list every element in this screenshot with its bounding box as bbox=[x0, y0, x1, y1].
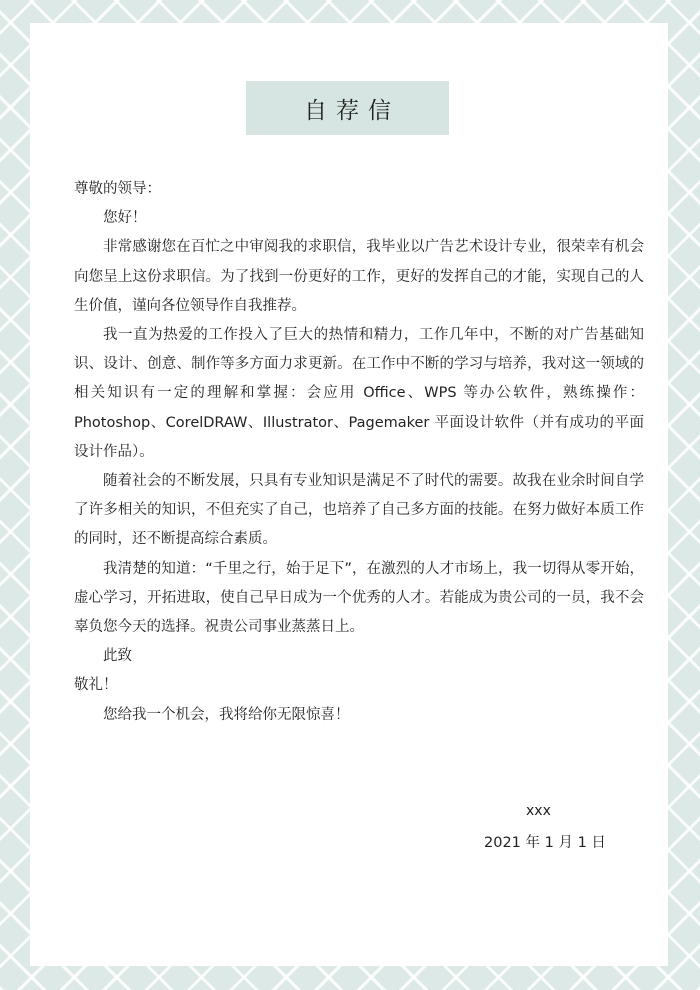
postscript: 您给我一个机会，我将给你无限惊喜！ bbox=[103, 706, 350, 723]
page-title: 自荐信 bbox=[304, 97, 400, 124]
date: 2021 年 1 月 1 日 bbox=[484, 835, 606, 851]
letter-body bbox=[74, 175, 644, 730]
signature: xxx bbox=[526, 803, 551, 819]
paragraph-4: 我清楚的知道：“千里之行，始于足下”，在激烈的人才市场上，我一切得从零开始，虚心学习，开拓进取，使自己早日成为一个优秀的人才。若能成为贵公司的一员，我不会辜负您今天的选择。祝贵公司事业蒸蒸日上。 bbox=[74, 560, 644, 636]
closing-line-1: 此致 bbox=[103, 648, 132, 665]
title-banner bbox=[246, 81, 449, 135]
closing-line-2: 敬礼！ bbox=[74, 677, 118, 694]
greeting: 尊敬的领导： bbox=[74, 181, 161, 197]
salutation: 您好！ bbox=[103, 210, 147, 227]
letter-page bbox=[30, 23, 668, 966]
paragraph-2: 我一直为热爱的工作投入了巨大的热情和精力，工作几年中，不断的对广告基础知识、设计、创意、制作等多方面力求更新。在工作中不断的学习与培养，我对这一领域的相关知识有一定的理解和掌握：会应用 Office、WPS 等办公软件，熟练操作：Photoshop、CorelDRAW、Illustrator、Pagemaker 平面设计软件（并有成功的平面设计作品）。 bbox=[74, 327, 644, 460]
paragraph-1: 非常感谢您在百忙之中审阅我的求职信，我毕业以广告艺术设计专业，很荣幸有机会向您呈上这份求职信。为了找到一份更好的工作，更好的发挥自己的才能，实现自己的人生价值，谨向各位领导作自我推荐。 bbox=[74, 239, 644, 314]
paragraph-3: 随着社会的不断发展，只具有专业知识是满足不了时代的需要。故我在业余时间自学了许多相关的知识，不但充实了自己，也培养了自己多方面的技能。在努力做好本质工作的同时，还不断提高综合素质。 bbox=[74, 473, 644, 548]
